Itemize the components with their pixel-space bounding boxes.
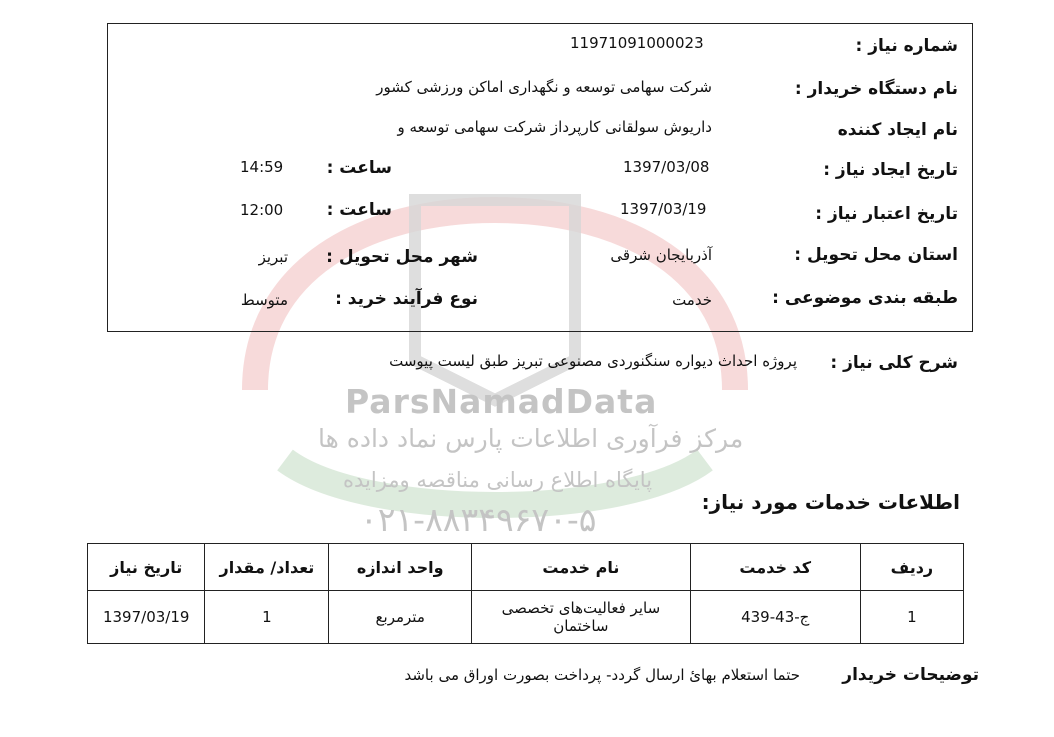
delivery-province-value: آذربایجان شرقی — [610, 246, 712, 264]
services-title: اطلاعات خدمات مورد نیاز: — [701, 490, 960, 514]
process-label: نوع فرآیند خرید : — [335, 289, 478, 309]
watermark-line1: مرکز فرآوری اطلاعات پارس نماد داده ها — [318, 424, 744, 453]
buyer-notes-value: حتما استعلام بهائ ارسال گردد- پرداخت بصورت اوراق می باشد — [404, 666, 800, 684]
validity-time-value: 12:00 — [240, 201, 284, 219]
cell-need-date: 1397/03/19 — [88, 591, 205, 644]
table-header-row — [88, 544, 964, 591]
description-label: شرح کلی نیاز : — [830, 353, 958, 373]
created-time-label: ساعت : — [326, 158, 392, 178]
creator-value: داریوش سولقانی کارپرداز شرکت سهامی توسعه و — [397, 118, 712, 136]
created-time-value: 14:59 — [240, 158, 284, 176]
buyer-notes-label: توضیحات خریدار — [842, 665, 979, 685]
col-need-date: تاریخ نیاز — [88, 544, 205, 591]
created-date-label: تاریخ ایجاد نیاز : — [823, 160, 958, 180]
delivery-city-label: شهر محل تحویل : — [326, 247, 478, 267]
created-date-value: 1397/03/08 — [623, 158, 710, 176]
watermark-line2: پایگاه اطلاع رسانی مناقصه ومزایده — [343, 468, 653, 492]
category-value: خدمت — [672, 291, 712, 309]
delivery-province-label: استان محل تحویل : — [794, 245, 958, 265]
cell-unit: مترمربع — [329, 591, 472, 644]
description-value: پروژه احداث دیواره سنگنوردی مصنوعی تبریز طبق لیست پیوست — [389, 352, 797, 370]
col-row-number: ردیف — [860, 544, 963, 591]
cell-service-name: سایر فعالیت‌های تخصصی ساختمان — [472, 591, 691, 644]
table-row — [88, 591, 964, 644]
watermark-brand: ParsNamadData — [345, 382, 658, 421]
cell-quantity: 1 — [205, 591, 329, 644]
watermark-phone: ۰۲۱-۸۸۳۴۹۶۷۰-۵ — [360, 500, 597, 539]
category-label: طبقه بندی موضوعی : — [772, 288, 958, 308]
cell-row-number: 1 — [860, 591, 963, 644]
validity-date-label: تاریخ اعتبار نیاز : — [815, 204, 958, 224]
validity-time-label: ساعت : — [326, 200, 392, 220]
need-number-label: شماره نیاز : — [855, 36, 958, 56]
process-value: متوسط — [240, 291, 288, 309]
col-unit: واحد اندازه — [329, 544, 472, 591]
delivery-city-value: تبریز — [258, 248, 288, 266]
cell-service-code: ج-43-439 — [690, 591, 860, 644]
need-number-value: 11971091000023 — [570, 34, 704, 52]
creator-label: نام ایجاد کننده — [837, 120, 958, 140]
validity-date-value: 1397/03/19 — [620, 200, 707, 218]
col-service-name: نام خدمت — [472, 544, 691, 591]
col-service-code: کد خدمت — [690, 544, 860, 591]
col-quantity: تعداد/ مقدار — [205, 544, 329, 591]
buyer-org-label: نام دستگاه خریدار : — [794, 79, 958, 99]
buyer-org-value: شرکت سهامی توسعه و نگهداری اماکن ورزشی کشور — [376, 78, 712, 96]
services-table — [87, 543, 964, 644]
